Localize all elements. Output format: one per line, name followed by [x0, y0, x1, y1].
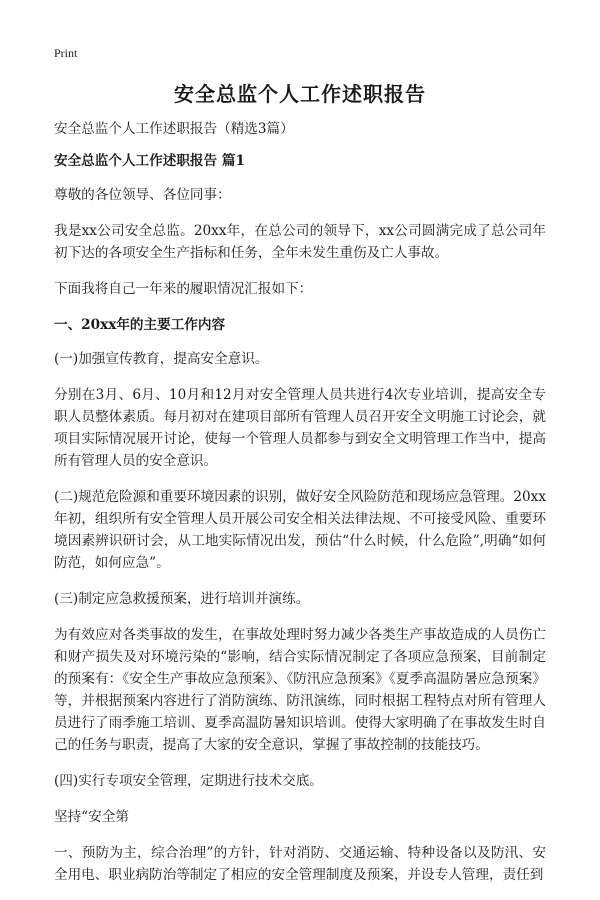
document-body — [54, 118, 546, 900]
paragraph-prevention: 一、预防为主，综合治理”的方针，针对消防、交通运输、特种设备以及防汛、安全用电、职业病防治等制定了相应的安全管理制度及预案，并设专人管理，责任到 — [54, 845, 546, 883]
subheading-emergency: (三)制定应急救援预案，进行培训并演练。 — [54, 591, 310, 607]
document-title: 安全总监个人工作述职报告 — [174, 82, 426, 106]
section-heading: 安全总监个人工作述职报告 篇1 — [54, 153, 245, 169]
paragraph-principle: 坚持“安全第 — [54, 809, 129, 825]
document-subtitle: 安全总监个人工作述职报告（精选3篇） — [54, 121, 294, 137]
print-link[interactable]: Print — [54, 46, 78, 60]
paragraph-emergency: 为有效应对各类事故的发生，在事故处理时努力减少各类生产事故造成的人员伤亡和财产损失及对环境污染的“影响，结合实际情况制定了各项应急预案，目前制定的预案有：《安全生产事故应急预案》、《防汛应急预案》《夏季高温防暑应急预案》等，并根据预案内容进行了消防演练、防汛演练，同时根据工程特点对所有管理人员进行了雨季施工培训、夏季高温防暑知识培训。使得大家明确了在事故发生时自己的任务与职责，提高了大家的安全意识，掌握了事故控制的技能技巧。 — [54, 627, 546, 753]
subheading-education: (一)加强宣传教育，提高安全意识。 — [54, 351, 269, 367]
paragraph-intro: 我是xx公司安全总监。20xx年，在总公司的领导下，xx公司圆满完成了总公司年初下达的各项安全生产指标和任务，全年未发生重伤及亡人事故。 — [54, 223, 546, 261]
subheading-special: (四)实行专项安全管理，定期进行技术交底。 — [54, 773, 323, 789]
paragraph-risk: (二)规范危险源和重要环境因素的识别，做好安全风险防范和现场应急管理。20xx年初，组织所有安全管理人员开展公司安全相关法律法规、不可接受风险、重要环境因素辨识研讨会，从工地实际情况出发，预估“什么时候，什么危险”,明确“如何防范，如何应急”。 — [54, 489, 546, 571]
heading-main-work: 一、20xx年的主要工作内容 — [54, 317, 226, 333]
paragraph-training: 分别在3月、6月、10月和12月对安全管理人员共进行4次专业培训，提高安全专职人员整体素质。每月初对在建项目部所有管理人员召开安全文明施工讨论会，就项目实际情况展开讨论，使每一个管理人员都参与到安全文明管理工作当中，提高所有管理人员的安全意识。 — [54, 387, 546, 469]
paragraph-report-lead: 下面我将自己一年来的履职情况汇报如下： — [54, 281, 313, 297]
paragraph-greeting: 尊敬的各位领导、各位同事： — [54, 187, 231, 203]
